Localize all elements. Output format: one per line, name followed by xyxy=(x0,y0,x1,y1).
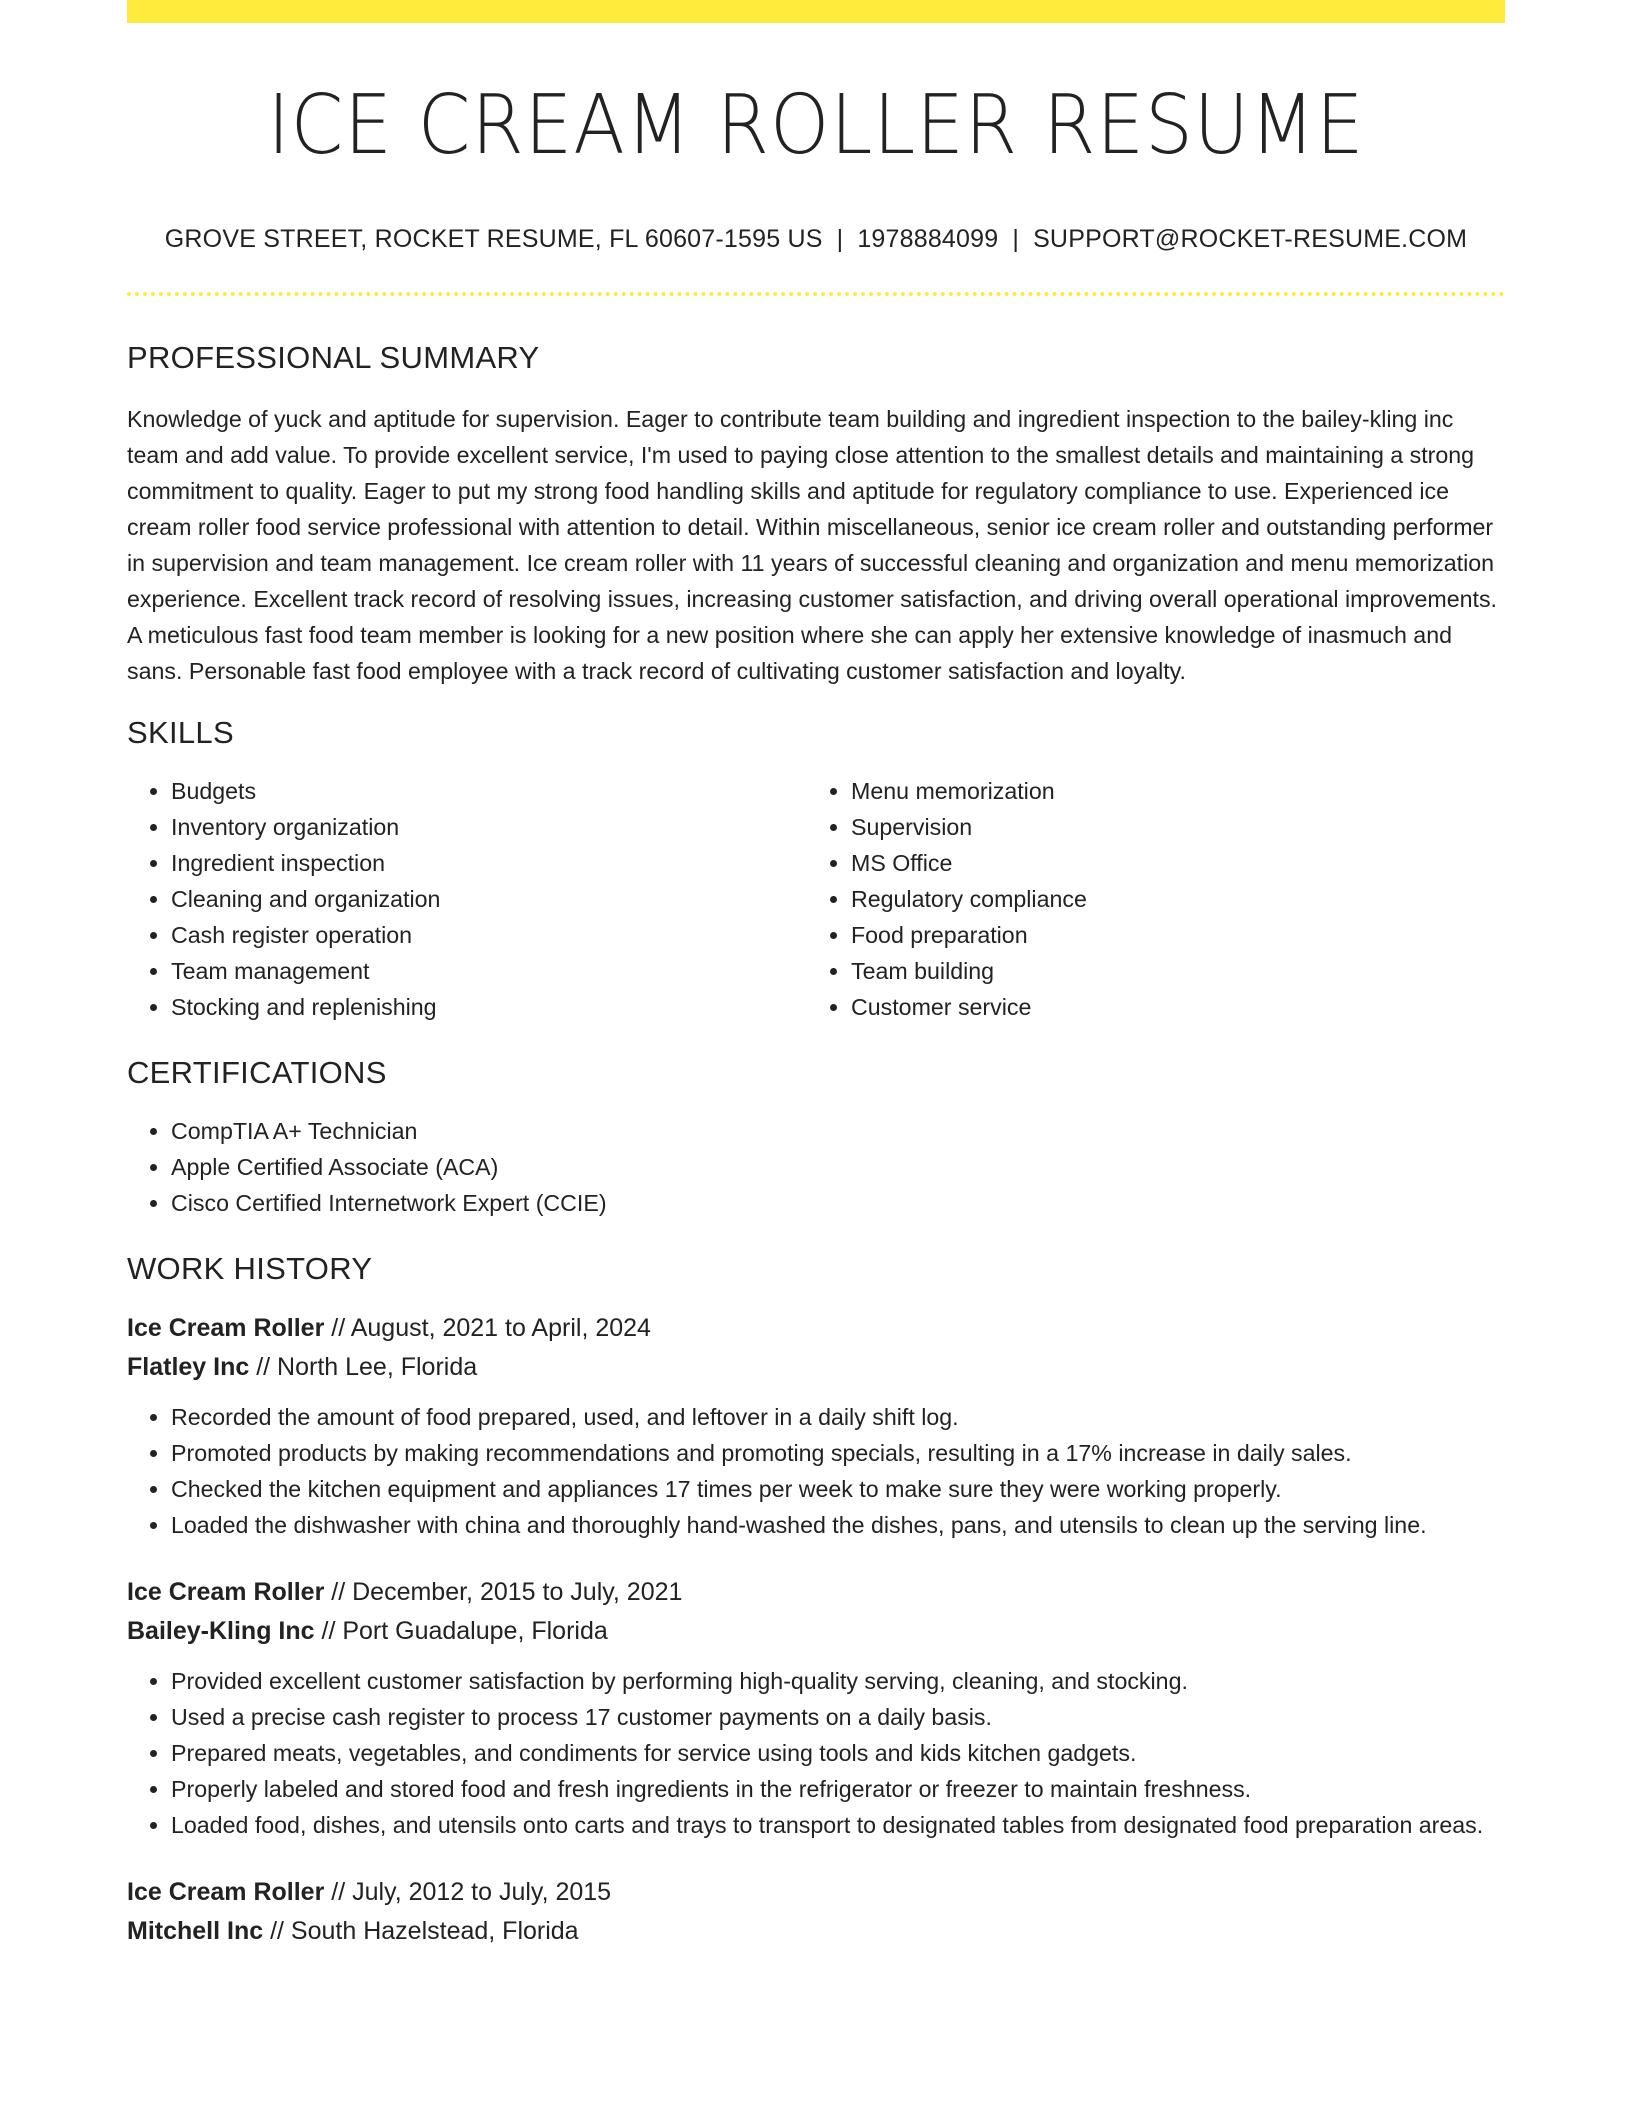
contact-separator: | xyxy=(836,225,844,253)
skill-item: • Ingredient inspection xyxy=(171,845,807,881)
certifications-list xyxy=(127,1113,1505,1221)
job-entry xyxy=(127,1573,1505,1843)
dotted-divider xyxy=(127,292,1505,296)
job-bullets xyxy=(127,1399,1505,1543)
job-title-line xyxy=(127,1573,1505,1612)
skill-item: • Team building xyxy=(851,953,1487,989)
job-title-line xyxy=(127,1873,1505,1912)
job-company-line xyxy=(127,1912,1505,1951)
skills-column-left xyxy=(127,773,807,1025)
contact-email[interactable]: SUPPORT@ROCKET-RESUME.COM xyxy=(1033,225,1468,253)
skill-item: • Customer service xyxy=(851,989,1487,1025)
summary-text: Knowledge of yuck and aptitude for supervision. Eager to contribute team building and ingredient inspection to the bailey-kling inc team and add value. To provide excellent service, I'm used to paying close attention to the smallest details and maintaining a strong commitment to quality. Eager to put my strong food handling skills and aptitude for regulatory compliance to use. Experienced ice cream roller food service professional with attention to detail. Within miscellaneous, senior ice cream roller and outstanding performer in supervision and team management. Ice cream roller with 11 years of successful cleaning and organization and menu memorization experience. Excellent track record of resolving issues, increasing customer satisfaction, and driving overall operational improvements. A meticulous fast food team member is looking for a new position where she can apply her extensive knowledge of inasmuch and sans. Personable fast food employee with a track record of cultivating customer satisfaction and loyalty. xyxy=(127,406,1497,684)
skill-item: • Budgets xyxy=(171,773,807,809)
job-dates: // August, 2021 to April, 2024 xyxy=(324,1314,651,1342)
job-bullet: • Prepared meats, vegetables, and condiments for service using tools and kids kitchen gadgets. xyxy=(171,1735,1505,1771)
job-company: Mitchell Inc xyxy=(127,1917,264,1945)
job-bullet: • Provided excellent customer satisfaction by performing high-quality serving, cleaning, and stocking. xyxy=(171,1663,1505,1699)
skill-item: • Inventory organization xyxy=(171,809,807,845)
top-accent-bar xyxy=(127,0,1505,23)
job-bullets xyxy=(127,1663,1505,1843)
job-location: // South Hazelstead, Florida xyxy=(263,1917,579,1945)
skill-item: • Stocking and replenishing xyxy=(171,989,807,1025)
section-heading: WORK HISTORY xyxy=(127,1251,373,1286)
contact-separator: | xyxy=(1012,225,1020,253)
skill-item: • Regulatory compliance xyxy=(851,881,1487,917)
job-bullet: • Checked the kitchen equipment and appliances 17 times per week to make sure they were working properly. xyxy=(171,1471,1505,1507)
resume-page xyxy=(127,0,1505,1951)
skill-item: • Supervision xyxy=(851,809,1487,845)
skill-item: • Food preparation xyxy=(851,917,1487,953)
job-title-line xyxy=(127,1309,1505,1348)
skill-item: • MS Office xyxy=(851,845,1487,881)
professional-summary-section xyxy=(127,340,1505,689)
certification-item: • Apple Certified Associate (ACA) xyxy=(171,1149,1505,1185)
job-entry xyxy=(127,1309,1505,1543)
certification-item: • CompTIA A+ Technician xyxy=(171,1113,1505,1149)
section-heading: SKILLS xyxy=(127,715,234,750)
contact-phone: 1978884099 xyxy=(857,225,999,253)
skills-list xyxy=(807,773,1487,1025)
skills-column-right xyxy=(807,773,1487,1025)
work-history-section xyxy=(127,1251,1505,1951)
job-entry xyxy=(127,1873,1505,1951)
resume-title: ICE CREAM ROLLER RESUME xyxy=(267,78,1365,173)
job-location: // Port Guadalupe, Florida xyxy=(314,1617,608,1645)
job-dates: // December, 2015 to July, 2021 xyxy=(324,1578,683,1606)
skill-item: • Menu memorization xyxy=(851,773,1487,809)
skill-item: • Team management xyxy=(171,953,807,989)
job-dates: // July, 2012 to July, 2015 xyxy=(324,1878,612,1906)
job-title: Ice Cream Roller xyxy=(127,1878,325,1906)
skill-item: • Cleaning and organization xyxy=(171,881,807,917)
contact-line xyxy=(127,225,1505,254)
skills-columns xyxy=(127,773,1505,1025)
job-company: Flatley Inc xyxy=(127,1353,250,1381)
skills-list xyxy=(127,773,807,1025)
job-bullet: • Properly labeled and stored food and fresh ingredients in the refrigerator or freezer to maintain freshness. xyxy=(171,1771,1505,1807)
job-bullet: • Promoted products by making recommendations and promoting specials, resulting in a 17% increase in daily sales. xyxy=(171,1435,1505,1471)
job-bullet: • Loaded the dishwasher with china and thoroughly hand-washed the dishes, pans, and utensils to clean up the serving line. xyxy=(171,1507,1505,1543)
certification-item: • Cisco Certified Internetwork Expert (CCIE) xyxy=(171,1185,1505,1221)
contact-address: GROVE STREET, ROCKET RESUME, FL 60607-1595 US xyxy=(164,225,823,253)
job-location: // North Lee, Florida xyxy=(249,1353,478,1381)
job-title: Ice Cream Roller xyxy=(127,1314,325,1342)
job-company-line xyxy=(127,1612,1505,1651)
job-bullet: • Recorded the amount of food prepared, used, and leftover in a daily shift log. xyxy=(171,1399,1505,1435)
skill-item: • Cash register operation xyxy=(171,917,807,953)
section-heading: CERTIFICATIONS xyxy=(127,1055,387,1090)
job-bullet: • Used a precise cash register to process 17 customer payments on a daily basis. xyxy=(171,1699,1505,1735)
job-company-line xyxy=(127,1348,1505,1387)
certifications-section xyxy=(127,1055,1505,1221)
job-company: Bailey-Kling Inc xyxy=(127,1617,315,1645)
skills-section xyxy=(127,715,1505,1025)
job-title: Ice Cream Roller xyxy=(127,1578,325,1606)
job-bullet: • Loaded food, dishes, and utensils onto carts and trays to transport to designated tables from designated food preparation areas. xyxy=(171,1807,1505,1843)
section-heading: PROFESSIONAL SUMMARY xyxy=(127,340,540,375)
